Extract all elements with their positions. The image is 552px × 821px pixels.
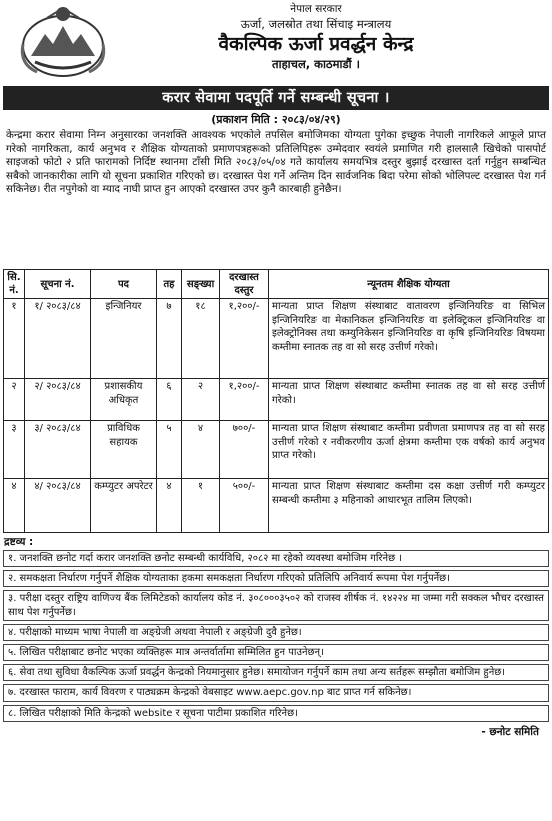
cell-count: ४ bbox=[182, 421, 220, 479]
col-header-notice-no: सूचना नं. bbox=[25, 270, 91, 299]
cell-count: १८ bbox=[182, 299, 220, 379]
table-row bbox=[4, 421, 549, 479]
publish-date: (प्रकाशन मिति : २०८३/०४/२९) bbox=[211, 113, 341, 126]
col-header-count: सङ्ख्या bbox=[182, 270, 220, 299]
cell-post: कम्प्युटर अपरेटर bbox=[91, 479, 157, 533]
ministry-name: ऊर्जा, जलस्रोत तथा सिंचाइ मन्त्रालय bbox=[240, 17, 392, 31]
note-item: ३. परीक्षा दस्तुर राष्ट्रिय वाणिज्य बैंक लिमिटेडको कार्यालय कोड नं. ३०८०००३५०२ को राजस्व शीर्षक नं. १४२२४ मा जम्मा गरी सक्कल भौचर दरखास्त साथ पेश गर्नुपर्नेछ। bbox=[3, 590, 549, 620]
cell-count: १ bbox=[182, 479, 220, 533]
cell-level: ४ bbox=[157, 479, 182, 533]
cell-count: २ bbox=[182, 379, 220, 421]
cell-sn: ३ bbox=[4, 421, 25, 479]
cell-post: प्रशासकीय अधिकृत bbox=[91, 379, 157, 421]
cell-notice-no: ४/ २०८३/८४ bbox=[25, 479, 91, 533]
cell-notice-no: १/ २०८३/८४ bbox=[25, 299, 91, 379]
cell-post: प्राविधिक सहायक bbox=[91, 421, 157, 479]
cell-qualification: मान्यता प्राप्त शिक्षण संस्थाबाट कम्तीमा स्नातक तह वा सो सरह उत्तीर्ण गरेको। bbox=[269, 379, 549, 421]
table-header-row bbox=[4, 270, 549, 299]
col-header-fee: दरखास्त दस्तुर bbox=[220, 270, 269, 299]
cell-fee: ७००/- bbox=[220, 421, 269, 479]
cell-qualification: मान्यता प्राप्त शिक्षण संस्थाबाट कम्तीमा प्रवीणता प्रमाणपत्र तह वा सो सरह उत्तीर्ण गरेको र नवीकरणीय ऊर्जा क्षेत्रमा कम्तीमा एक वर्षको कार्य अनुभव प्राप्त गरेको। bbox=[269, 421, 549, 479]
government-name: नेपाल सरकार bbox=[290, 3, 342, 15]
cell-fee: १,२००/- bbox=[220, 299, 269, 379]
nepal-government-emblem-icon bbox=[17, 4, 109, 78]
table-row bbox=[4, 379, 549, 421]
col-header-post: पद bbox=[91, 270, 157, 299]
cell-level: ७ bbox=[157, 299, 182, 379]
notes-list bbox=[3, 550, 549, 722]
cell-sn: ४ bbox=[4, 479, 25, 533]
col-header-sn: सि. नं. bbox=[4, 270, 25, 299]
cell-post: इन्जिनियर bbox=[91, 299, 157, 379]
cell-level: ६ bbox=[157, 379, 182, 421]
note-item: ७. दरखास्त फाराम, कार्य विवरण र पाठ्यक्रम केन्द्रको वेबसाइट www.aepc.gov.np बाट प्राप्त गर्न सकिनेछ। bbox=[3, 684, 549, 701]
cell-notice-no: २/ २०८३/८४ bbox=[25, 379, 91, 421]
notice-intro: केन्द्रमा करार सेवामा निम्न अनुसारका जनशक्ति आवश्यक भएकोले तपसिल बमोजिमका योग्यता पुगेका इच्छुक नेपाली नागरिकले आफूले प्राप्त गरेको नागरिकता, कार्य अनुभव र शैक्षिक योग्यताको प्रमाणपत्रहरूको प्रतिलिपिहरू उम्मेदवार स्वयंले प्रमाणित गरी हालसालै खिचेको पासपोर्ट साइजको फोटो २ प्रति फारामको निर्दिष्ट स्थानमा टाँसी मिति २०८३/०५/०४ गते कार्यालय समयभित्र दस्तुर बुझाई दरखास्त दर्ता गर्नुहुन सम्बन्धित सबैको जानकारीका लागि यो सूचना प्रकाशित गरिएको छ। दरखास्त पेश गर्ने अन्तिम दिन सार्वजनिक बिदा परेमा सोको भोलिपल्ट दरखास्त पेश गर्न सकिनेछ। रीत नपुगेको वा म्याद नाघी प्राप्त हुन आएको दरखास्त उपर कुनै कारबाही हुनेछैन। bbox=[6, 129, 546, 196]
cell-fee: ५००/- bbox=[220, 479, 269, 533]
note-item: ५. लिखित परीक्षाबाट छनोट भएका व्यक्तिहरू मात्र अन्तर्वार्तामा सम्मिलित हुन पाउनेछन्। bbox=[3, 644, 549, 661]
col-header-level: तह bbox=[157, 270, 182, 299]
notes-heading: द्रष्टव्य : bbox=[4, 536, 34, 548]
note-item: ४. परीक्षाको माध्यम भाषा नेपाली वा अङ्ग्रेजी अथवा नेपाली र अङ्ग्रेजी दुवै हुनेछ। bbox=[3, 624, 549, 641]
cell-sn: १ bbox=[4, 299, 25, 379]
col-header-qualification: न्यूनतम शैक्षिक योग्यता bbox=[269, 270, 549, 299]
table-row bbox=[4, 299, 549, 379]
vacancy-table bbox=[3, 269, 549, 533]
center-address: ताहाचल, काठमाडौं । bbox=[272, 57, 360, 71]
selection-committee-signature: - छनोट समिति bbox=[481, 725, 539, 738]
cell-level: ५ bbox=[157, 421, 182, 479]
letterhead bbox=[3, 2, 549, 86]
note-item: १. जनशक्ति छनोट गर्दा करार जनशक्ति छनोट सम्बन्धी कार्यविधि, २०८२ मा रहेको व्यवस्था बमोजिम गरिनेछ । bbox=[3, 550, 549, 567]
note-item: ८. लिखित परीक्षाको मिति केन्द्रको website र सूचना पाटीमा प्रकाशित गरिनेछ। bbox=[3, 705, 549, 722]
cell-qualification: मान्यता प्राप्त शिक्षण संस्थाबाट वातावरण इन्जिनियरिङ वा सिभिल इन्जिनियरिङ वा मेकानिकल इन्जिनियरिङ वा इलेक्ट्रिकल इन्जिनियरिङ वा इलेक्ट्रोनिक्स तथा कम्युनिकेसन इन्जिनियरिङ वा कृषि इन्जिनियरिङ विषयमा कम्तीमा स्नातक तह वा सो सरह उत्तीर्ण गरेको। bbox=[269, 299, 549, 379]
cell-qualification: मान्यता प्राप्त शिक्षण संस्थाबाट कम्तीमा दस कक्षा उत्तीर्ण गरी कम्प्युटर सम्बन्धी कम्तीमा ३ महिनाको आधारभूत तालिम लिएको। bbox=[269, 479, 549, 533]
cell-sn: २ bbox=[4, 379, 25, 421]
note-item: ६. सेवा तथा सुविधा वैकल्पिक ऊर्जा प्रवर्द्धन केन्द्रको नियमानुसार हुनेछ। समायोजन गर्नुपर्ने काम तथा अन्य सर्तहरू सम्झौता बमोजिम हुनेछ। bbox=[3, 664, 549, 681]
note-item: २. समकक्षता निर्धारण गर्नुपर्ने शैक्षिक योग्यताका हकमा समकक्षता निर्धारण गरिएको प्रतिलिपि अनिवार्य रूपमा पेश गर्नुपर्नेछ। bbox=[3, 570, 549, 587]
table-row bbox=[4, 479, 549, 533]
notice-title: करार सेवामा पदपूर्ति गर्ने सम्बन्धी सूचना । bbox=[3, 86, 549, 110]
cell-fee: १,२००/- bbox=[220, 379, 269, 421]
cell-notice-no: ३/ २०८३/८४ bbox=[25, 421, 91, 479]
center-name: वैकल्पिक ऊर्जा प्रवर्द्धन केन्द्र bbox=[218, 33, 414, 55]
